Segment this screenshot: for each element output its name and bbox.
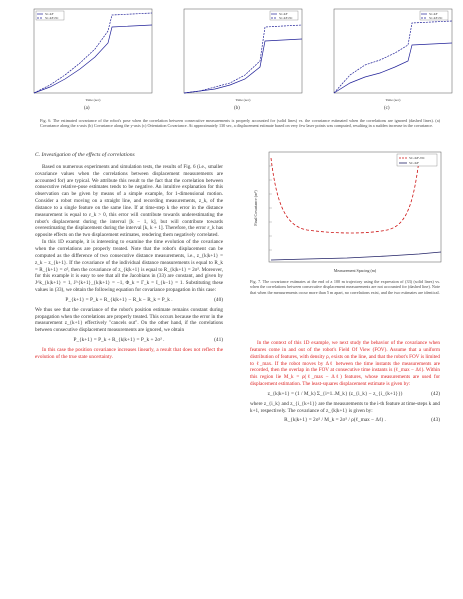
legend-label: SC-KF — [279, 12, 288, 16]
paragraph-highlighted: In the context of this 1D example, we next study the behavior of the covariance when features come in and out of the robot's Field Of View (FOV). Assume that a uniform distribution of features, with density ρ, exists on the line, and that the robot's FOV is limited to ℓ_max. If the robot moves by Δℓ between the time instants the measurements are recorded, then the overlap in the FOV at consecutive time instants is (ℓ_max − Δℓ). Within this region lie M_k = ρ(ℓ_max − Δℓ) features, whose measurements are used for displacement estimation. The least-squares displacement estimate is given by: — [250, 340, 440, 388]
legend-label: SC-KF — [409, 161, 419, 165]
equation-number: (42) — [431, 390, 440, 397]
equation-body: P_{k+1} = P_k + R_{k|k+1} − R_k − R_k = P_k . — [65, 296, 173, 303]
paragraph: where z_{i_k} and z_{i_{k+1}} are the measurements to the i-th feature at time-steps k and k+1, respectively. The covariance of z_{k|k+1} is given by: — [250, 400, 440, 414]
equation-number: (43) — [431, 417, 440, 424]
legend-label: SC-KF-NC — [279, 16, 293, 20]
figure-6-caption: Fig. 6. The estimated covariance of the robot's pose when the correlation between consecutive measurements is properly accounted for (solid lines) vs. the covariance estimated when the correlations are ignored (dashed lines). (a) Covariance along the x-axis (b) Covariance along the y-axis (c) Orientation Covariance. At approximately 130 sec, a displacement estimate based on very few laser points was computed, resulting in a sudden increase in the covariance. — [40, 118, 440, 129]
paragraph: We thus see that the covariance of the robot's position estimate remains constant during propagation when the correlations are properly treated. This occurs because the error in the measurement z_{k+1} effectively "cancels out". On the other hand, if the correlations between consecutive displacement measurements are ignored, we obtain — [35, 306, 223, 334]
equation-41 — [35, 337, 223, 344]
legend-label: SC-KF-NC — [429, 16, 443, 20]
equation-body: P_{k+1} = P_k + R_{k|k+1} = P_k + 2σ² . — [73, 337, 165, 344]
legend-label: SC-KF-NC — [409, 156, 425, 160]
equation-body: R_{k|k+1} = 2σ² / M_k = 2σ² / ρ(ℓ_max − Δℓ) . — [284, 417, 386, 424]
paragraph: In this 1D example, it is interesting to examine the time evolution of the covariance when the correlations are properly treated. Note that the robot's displacement can be computed as the difference of two consecutive distance measurements, i.e., z_{k|k+1} = z_k − z_{k+1}. If the covariance of the individual distance measurements is equal to R_k = R_{k+1} = σ², then the covariance of z_{k|k+1} is equal to R_{k|k+1} = 2σ². Moreover, for this example it is easy to see that all the Jacobians in (33) are constant, and given by J^k_{k|k+1} = 1, J^{k+1}_{k|k+1} = −1, Φ_k = Γ_k = I_{k−1} = 1. Substituting these values in (33), we obtain the following equation for covariance propagation in this case: — [35, 239, 223, 294]
equation-number: (41) — [214, 337, 223, 344]
left-column — [35, 152, 223, 361]
figure-6-panel-b — [170, 5, 306, 113]
legend-label: SC-KF — [429, 12, 438, 16]
equation-number: (40) — [214, 296, 223, 303]
subfigure-label: (b) — [234, 106, 240, 111]
x-axis-label: Time (sec) — [85, 98, 101, 102]
subfigure-label: (a) — [84, 106, 90, 111]
x-axis-label: Time (sec) — [385, 98, 401, 102]
figure-6-panel-c — [320, 5, 456, 113]
section-heading: C. Investigation of the effects of correlations — [35, 152, 135, 158]
figure-7 — [247, 148, 447, 278]
equation-body: z_{k|k+1} = (1 / M_k) Σ_{i=1..M_k} (z_{i_k} − z_{i_{k+1}}) — [267, 390, 403, 397]
equation-42 — [250, 391, 440, 398]
x-axis-label: Time (sec) — [235, 98, 251, 102]
paragraph: Based on numerous experiments and simulation tests, the results of Fig. 6 (i.e., smaller covariance values when the correlations between displacement measurements are accounted for) are typical. We attribute this result to the fact that the correlation between consecutive relative-pose estimates tends to be negative. An intuitive explanation for this observation can be given by means of a simple example, for 1-dimensional motion. Consider a robot moving on a straight line, and recording measurements, z_k, of the distance to a single feature on the same line. If at time-step k the error in the distance measurement is equal to ε_k > 0, this error will contribute towards underestimating the robot's displacement during the interval [k − 1, k], but will contribute towards overestimating the displacement during the interval [k, k + 1]. Therefore, the error ε_k has opposite effects on the two displacement estimates, rendering them negatively correlated. — [35, 163, 223, 239]
paragraph-highlighted: In this case the position covariance increases linearly, a result that does not reflect the evolution of the true state uncertainty. — [35, 346, 223, 360]
right-column — [250, 340, 440, 427]
equation-40 — [35, 297, 223, 304]
figure-6-panel-a — [20, 5, 156, 113]
y-axis-label: Final Covariance (m²) — [253, 190, 258, 226]
figure-7-caption: Fig. 7. The covariance estimates at the end of a 100 m trajectory using the expression of (33) (solid lines) vs. when the correlations between consecutive displacement measurements are not accounted for (dashed line). Note that when the measurements occur more than 5 m apart, no correlations exist, and the two estimates are identical. — [250, 279, 440, 295]
subfigure-label: (c) — [384, 106, 390, 111]
legend-label: SC-KF — [45, 12, 54, 16]
x-axis-label: Measurement Spacing (m) — [333, 268, 377, 273]
legend-label: SC-KF-NC — [45, 16, 59, 20]
equation-43 — [250, 417, 440, 424]
figure-6 — [20, 5, 456, 118]
